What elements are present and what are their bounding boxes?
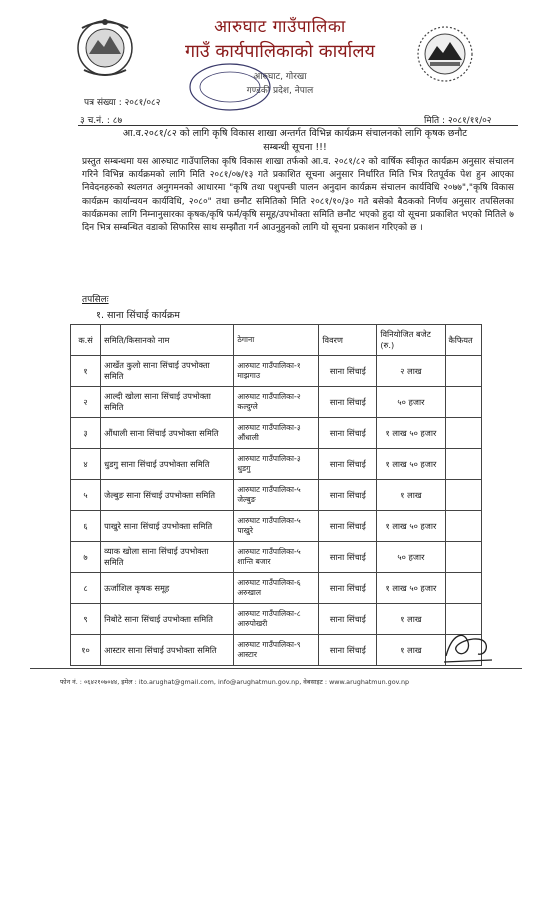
cell-name: निबोटे साना सिंचाई उपभोक्ता समिति xyxy=(101,604,234,635)
cell-description: साना सिंचाई xyxy=(319,356,377,387)
cell-sn: ३ xyxy=(71,418,101,449)
cell-name: औंधाली साना सिंचाई उपभोक्ता समिति xyxy=(101,418,234,449)
cell-name: जेल्बुङ साना सिंचाई उपभोक्ता समिति xyxy=(101,480,234,511)
table-row xyxy=(71,573,482,604)
cell-sn: १ xyxy=(71,356,101,387)
column-header-remarks: कैफियत xyxy=(445,325,482,356)
cell-remarks xyxy=(445,387,482,418)
cell-address: आरुघाट गाउँपालिका-३ औंधाली xyxy=(234,418,319,449)
cell-description: साना सिंचाई xyxy=(319,635,377,666)
dispatch-number: ३ च.नं. : ८७ xyxy=(80,116,123,126)
details-label: तपसिलः xyxy=(82,295,109,305)
table-row xyxy=(71,449,482,480)
cell-budget: २ लाख xyxy=(377,356,445,387)
office-place: आरुघाट, गोरखा xyxy=(253,72,307,82)
table-row xyxy=(71,635,482,666)
cell-remarks xyxy=(445,480,482,511)
cell-budget: १ लाख xyxy=(377,604,445,635)
column-header-budget: विनियोजित बजेट (रु.) xyxy=(377,325,445,356)
cell-address: आरुघाट गाउँपालिका-५ जेल्बुङ xyxy=(234,480,319,511)
cell-name: आस्टार साना सिंचाई उपभोक्ता समिति xyxy=(101,635,234,666)
table-header-row xyxy=(71,325,482,356)
cell-description: साना सिंचाई xyxy=(319,480,377,511)
cell-name: ऊर्जाशिल कृषक समूह xyxy=(101,573,234,604)
cell-name: व्याक खोला साना सिंचाई उपभोक्ता समिति xyxy=(101,542,234,573)
table-row xyxy=(71,418,482,449)
cell-address: आरुघाट गाउँपालिका-६ अरुखाल xyxy=(234,573,319,604)
cell-budget: ५० हजार xyxy=(377,387,445,418)
cell-address: आरुघाट गाउँपालिका-५ पाखुरे xyxy=(234,511,319,542)
cell-address: आरुघाट गाउँपालिका-१ माझगाउ xyxy=(234,356,319,387)
cell-address: आरुघाट गाउँपालिका-९ आस्टार xyxy=(234,635,319,666)
footer-divider xyxy=(30,668,522,669)
notice-subject: आ.व.२०८१/८२ को लागि कृषि विकास शाखा अन्तर्गत विभिन्न कार्यक्रम संचालनको लागि कृषक छनौट सम्बन्धी सूचना !!! xyxy=(122,128,468,153)
contact-footer: फोन नं. : ०६४२१०७०४४, इमेल : ito.arughat@gmail.com, info@arughatmun.gov.np, वेबसाइट : www.arughatmun.gov.np xyxy=(60,678,410,686)
cell-sn: ९ xyxy=(71,604,101,635)
cell-address: आरुघाट गाउँपालिका-३ धुडगु xyxy=(234,449,319,480)
signature-icon xyxy=(438,622,498,670)
cell-sn: २ xyxy=(71,387,101,418)
cell-description: साना सिंचाई xyxy=(319,604,377,635)
cell-description: साना सिंचाई xyxy=(319,449,377,480)
cell-sn: ५ xyxy=(71,480,101,511)
cell-address: आरुघाट गाउँपालिका-५ शान्ति बजार xyxy=(234,542,319,573)
footer-email: ito.arughat@gmail.com, info@arughatmun.gov.np xyxy=(138,678,300,686)
cell-remarks xyxy=(445,573,482,604)
cell-remarks xyxy=(445,356,482,387)
table-row xyxy=(71,387,482,418)
footer-website: www.arughatmun.gov.np xyxy=(329,678,410,686)
cell-name: आल्दी खोला साना सिंचाई उपभोक्ता समिति xyxy=(101,387,234,418)
cell-sn: ७ xyxy=(71,542,101,573)
cell-budget: १ लाख ५० हजार xyxy=(377,511,445,542)
cell-description: साना सिंचाई xyxy=(319,418,377,449)
letter-number: पत्र संख्या : २०८१/०८२ xyxy=(84,98,161,108)
cell-description: साना सिंचाई xyxy=(319,511,377,542)
cell-sn: ४ xyxy=(71,449,101,480)
table-row xyxy=(71,356,482,387)
cell-remarks xyxy=(445,511,482,542)
table-row xyxy=(71,511,482,542)
column-header-description: विवरण xyxy=(319,325,377,356)
table-row xyxy=(71,542,482,573)
cell-address: आरुघाट गाउँपालिका-२ कल्दुग्ले xyxy=(234,387,319,418)
cell-budget: १ लाख ५० हजार xyxy=(377,449,445,480)
cell-sn: १० xyxy=(71,635,101,666)
footer-phone: ०६४२१०७०४४ xyxy=(83,678,118,686)
cell-name: आर्खेत कुलो साना सिंचाई उपभोक्ता समिति xyxy=(101,356,234,387)
cell-budget: १ लाख xyxy=(377,480,445,511)
office-name: गाउँ कार्यपालिकाको कार्यालय xyxy=(185,41,375,62)
org-name: आरुघाट गाउँपालिका xyxy=(214,17,346,37)
header-divider xyxy=(78,125,518,126)
office-province: गण्डकी प्रदेश, नेपाल xyxy=(246,86,314,96)
cell-budget: १ लाख xyxy=(377,635,445,666)
letter-date: मिति : २०८१/११/०२ xyxy=(424,116,492,126)
office-stamp-icon xyxy=(188,62,272,112)
municipality-logo-icon xyxy=(412,24,478,84)
cell-description: साना सिंचाई xyxy=(319,542,377,573)
cell-remarks xyxy=(445,542,482,573)
cell-budget: १ लाख ५० हजार xyxy=(377,418,445,449)
cell-name: पाखुरे साना सिंचाई उपभोक्ता समिति xyxy=(101,511,234,542)
program-title: १. साना सिंचाई कार्यक्रम xyxy=(96,310,180,321)
beneficiary-table xyxy=(70,324,482,666)
cell-description: साना सिंचाई xyxy=(319,573,377,604)
notice-body: प्रस्तुत सम्बन्धमा यस आरुघाट गाउँपालिका कृषि विकास शाखा तर्फको आ.व. २०८१/८२ को वार्षिक स्वीकृत कार्यक्रम अनुसार संचालन गरिने विभिन्न कार्यक्रमको लागि मिति २०८१/०७/१३ गते प्रकाशित सूचना अनुसार निर्धारित मिति भित्र रितपूर्वक पेश हुन आएका निवेदनहरुको स्थलगत अनुगमनको आधारमा "कृषि तथा पशुपन्छी पालन अनुदान कार्यक्रम संचालन कार्यविधि २०७७","कृषि विकास कार्यक्रम कार्यान्वयन कार्यविधि, २०८०" तथा छनौट समितिको मिति २०८१/१०/३० गते बसेको बैठकको निर्णय अनुसार तपसिलका कार्यक्रमका लागि निम्नानुसारका कृषक/कृषि फर्म/कृषि समूह/उपभोक्ता समिति छनौट भएको हुदा यो सूचना प्रकाशित भएको मितिले ७ दिन भित्र सम्बन्धित वडाको सिफारिस साथ सम्झौता गर्न आउनुहुनको लागि यो सूचना प्रकाशन गरिएको छ । xyxy=(82,157,514,234)
cell-remarks xyxy=(445,449,482,480)
cell-remarks xyxy=(445,418,482,449)
cell-sn: ६ xyxy=(71,511,101,542)
cell-name: धुडगु साना सिंचाई उपभोक्ता समिति xyxy=(101,449,234,480)
column-header-sn: क.सं xyxy=(71,325,101,356)
cell-budget: ५० हजार xyxy=(377,542,445,573)
cell-sn: ८ xyxy=(71,573,101,604)
table-row xyxy=(71,604,482,635)
nepal-emblem-icon xyxy=(70,14,140,80)
cell-description: साना सिंचाई xyxy=(319,387,377,418)
column-header-name: समिति/किसानको नाम xyxy=(101,325,234,356)
cell-budget: १ लाख ५० हजार xyxy=(377,573,445,604)
table-row xyxy=(71,480,482,511)
column-header-address: ठेगाना xyxy=(234,325,319,356)
cell-address: आरुघाट गाउँपालिका-८ आरुपोखरी xyxy=(234,604,319,635)
